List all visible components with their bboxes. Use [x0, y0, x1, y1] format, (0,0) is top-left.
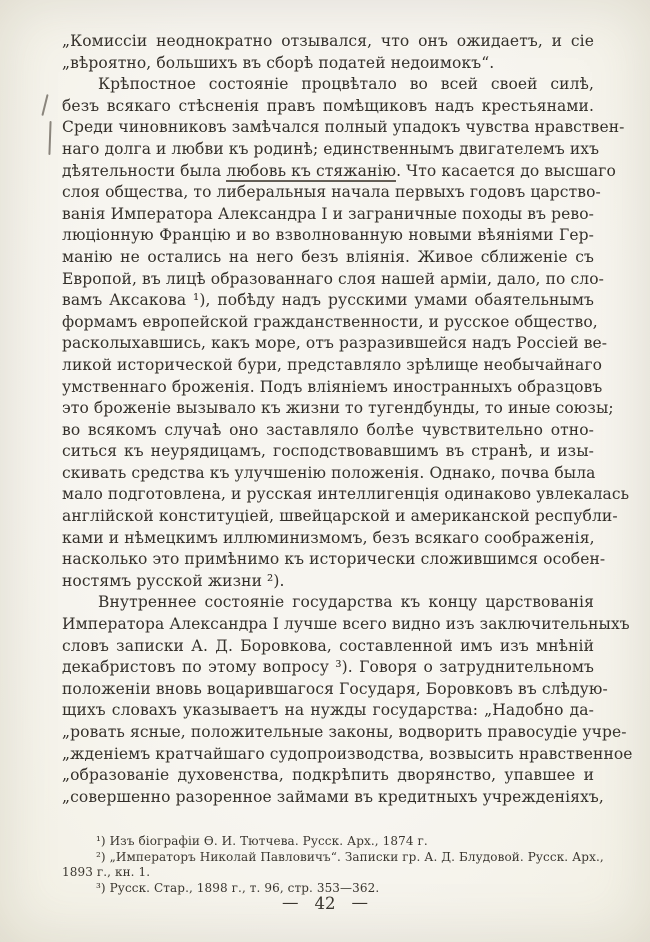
text-line: во всякомъ случаѣ оно заставляло болѣе чувствительно отно-	[62, 420, 594, 439]
page-footer	[0, 894, 650, 913]
text-line: скивать средства къ улучшенію положенія. Однако, почва была	[62, 463, 596, 482]
text-line: „ровать ясные, положительные законы, водворить правосудіе учре-	[62, 723, 627, 741]
footnote-line: 1893 г., кн. 1.	[62, 865, 151, 880]
footer-right-dash: —	[351, 893, 368, 912]
text-line: безъ всякаго стѣсненія правъ помѣщиковъ надъ крестьянами.	[62, 96, 594, 115]
text-line: ванія Императора Александра I и заграничные походы въ рево-	[62, 204, 594, 223]
text-line: „Комиссіи неоднократно отзывался, что онъ ожидаетъ, и сіе	[62, 32, 594, 50]
text-line: англійской конституціей, швейцарской и американской республи-	[62, 507, 618, 526]
text-line: это броженіе вызывало къ жизни то тугендбунды, то иные союзы;	[62, 399, 614, 418]
text-line: ностямъ русской жизни ²).	[62, 571, 285, 590]
text-line: Внутреннее состояніе государства къ концу царствованія	[98, 593, 594, 612]
text-line: „жденіемъ кратчайшаго судопроизводства, возвысить нравственное	[62, 744, 633, 763]
footnote-line: ¹) Изъ біографіи Ѳ. И. Тютчева. Русск. Арх., 1874 г.	[96, 834, 428, 848]
text-line: манію не остались на него безъ вліянія. Живое сближеніе съ	[62, 247, 594, 266]
footnotes	[62, 834, 604, 896]
text-line: „вѣроятно, большихъ въ сборѣ податей недоимокъ“.	[62, 53, 495, 72]
text-line: словъ записки А. Д. Боровкова, составленной имъ изъ мнѣній	[62, 636, 594, 655]
text-line: слоя общества, то либеральныя начала первыхъ годовъ царство-	[62, 183, 601, 202]
text-line: наго долга и любви къ родинѣ; единственнымъ двигателемъ ихъ	[62, 139, 600, 158]
text-line: ликой исторической бури, представляло зрѣлище необычайнаго	[62, 355, 603, 374]
text-line: расколыхавшись, какъ море, отъ разразившейся надъ Россіей ве-	[62, 334, 608, 353]
underlined-phrase: любовь къ стяжанію	[226, 162, 396, 183]
page-number: 42	[314, 894, 336, 913]
text-line: щихъ словахъ указываетъ на нужды государства: „Надобно да-	[62, 701, 594, 720]
text-line: Среди чиновниковъ замѣчался полный упадокъ чувства нравствен-	[62, 118, 625, 137]
text-line: Европой, въ лицѣ образованнаго слоя нашей арміи, дало, по сло-	[62, 269, 604, 288]
text-line: формамъ европейской гражданственности, и русское общество,	[62, 312, 598, 331]
pencil-margin-mark	[41, 94, 48, 116]
text-line: Императора Александра I лучше всего видно изъ заключительныхъ	[62, 615, 630, 634]
text-line: насколько это примѣнимо къ исторически сложившимся особен-	[62, 550, 606, 569]
text-line: вамъ Аксакова ¹), побѣду надъ русскими умами обаятельнымъ	[62, 291, 594, 310]
text-line: умственнаго броженія. Подъ вліяніемъ иностранныхъ образцовъ	[62, 377, 603, 396]
text-line: Крѣпостное состояніе процвѣтало во всей своей силѣ,	[98, 75, 594, 94]
text-line: „совершенно разоренное займами въ кредитныхъ учрежденіяхъ,	[62, 787, 604, 806]
text-line: ситься къ неурядицамъ, господствовавшимъ въ странѣ, и изы-	[62, 442, 594, 461]
pencil-margin-mark	[48, 121, 51, 155]
text-line: мало подготовлена, и русская интеллигенція одинаково увлекалась	[62, 485, 630, 504]
text-line: декабристовъ по этому вопросу ³). Говоря о затруднительномъ	[62, 658, 594, 677]
text-line: люціонную Францію и во взволнованную новыми вѣяніями Гер-	[62, 226, 594, 245]
body-text	[62, 31, 633, 808]
text-line: ками и нѣмецкимъ иллюминизмомъ, безъ всякаго соображенія,	[62, 528, 595, 547]
text-line: дѣятельности была любовь къ стяжанію. Что касается до высшаго	[62, 161, 594, 183]
footnote-line: ³) Русск. Стар., 1898 г., т. 96, стр. 353—362.	[96, 880, 380, 895]
footer-left-dash: —	[282, 893, 299, 912]
text-line: положеніи вновь воцарившагося Государя, Боровковъ въ слѣдую-	[62, 679, 608, 698]
text-line: „образованіе духовенства, подкрѣпить дворянство, упавшее и	[62, 766, 594, 785]
footnote-line: ²) „Императоръ Николай Павловичъ“. Записки гр. А. Д. Блудовой. Русск. Арх.,	[96, 849, 604, 864]
